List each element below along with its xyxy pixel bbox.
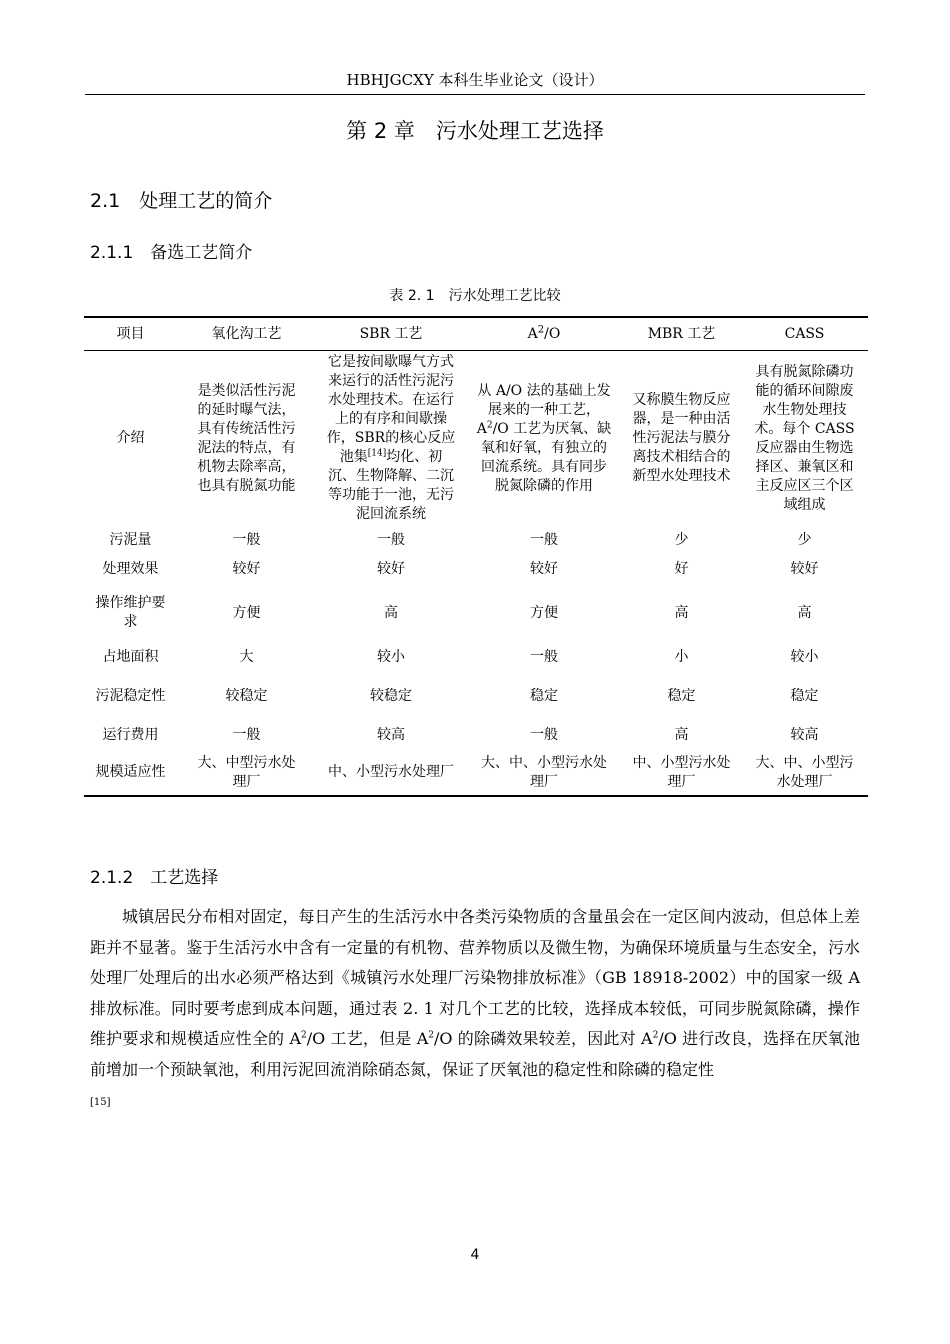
table-row [84, 720, 868, 750]
subsection-heading-2: 2.1.2 工艺选择 [90, 868, 219, 888]
cell-mbr: 稳定 [667, 687, 696, 704]
cell-a2o: 一般 [530, 532, 558, 548]
cell-a2o: 一般 [530, 726, 558, 743]
section-heading: 2.1 处理工艺的简介 [90, 190, 273, 212]
cell-sbr: 较小 [377, 648, 405, 665]
cell-oxidation-ditch: 方便 [232, 604, 261, 621]
cell-a2o: 方便 [530, 604, 558, 621]
row-label: 规模适应性 [84, 750, 177, 796]
cell-a2o: 稳定 [530, 687, 558, 704]
cell-mbr: 高 [674, 726, 689, 743]
table-row [84, 555, 868, 584]
chapter-title: 第 2 章 污水处理工艺选择 [346, 119, 604, 143]
cell-mbr: 中、小型污水处理厂 [622, 750, 741, 796]
row-label: 占地面积 [102, 648, 159, 665]
cell-sbr: 一般 [377, 532, 405, 548]
subsection-heading-1: 2.1.1 备选工艺简介 [90, 243, 253, 263]
table-row [84, 672, 868, 720]
cell-mbr: 高 [674, 604, 689, 621]
row-label: 介绍 [116, 430, 145, 446]
cell-cass: 大、中、小型污水处理厂 [741, 750, 868, 796]
table-row [84, 351, 868, 527]
page-number: 4 [470, 1247, 480, 1263]
cell-cass: 稳定 [790, 687, 819, 704]
cell-cass: 高 [797, 604, 812, 621]
row-label: 污泥量 [109, 532, 152, 548]
row-label: 处理效果 [102, 561, 159, 577]
cell-oxidation-ditch: 一般 [232, 532, 261, 548]
cell-sbr: 中、小型污水处理厂 [316, 750, 466, 796]
citation-ref: [15] [90, 1097, 111, 1108]
cell-oxidation-ditch: 一般 [232, 726, 261, 743]
cell-oxidation-ditch: 较好 [232, 561, 261, 577]
cell-cass: 较好 [790, 561, 819, 577]
cell-cass: 少 [797, 532, 812, 548]
cell-a2o: 从 A/O 法的基础上发展来的一种工艺，A$^2$/O 工艺为厌氧、缺氧和好氧，有独立的回流系统。具有同步脱氮除磷的作用 [476, 382, 612, 494]
cell-sbr: 它是按间歇曝气方式来运行的活性污泥污水处理技术。在运行上的有序和间歇操作，SBR的核心反应池集[14]均化、初沉、生物降解、二沉等功能于一池，无污泥回流系统 [326, 354, 456, 522]
row-label: 污泥稳定性 [95, 687, 166, 704]
col-header-mbr: MBR 工艺 [622, 317, 741, 351]
col-header-item: 项目 [84, 317, 177, 351]
cell-oxidation-ditch: 是类似活性污泥的延时曝气法，具有传统活性污泥法的特点，有机物去除率高，也具有脱氮功能 [197, 382, 296, 494]
cell-oxidation-ditch: 大 [239, 648, 254, 665]
table-header-row [84, 317, 868, 351]
cell-mbr: 小 [674, 648, 689, 665]
cell-a2o: 较好 [530, 561, 558, 577]
row-label: 运行费用 [102, 726, 159, 743]
col-header-oxidation-ditch: 氧化沟工艺 [177, 317, 316, 351]
cell-sbr: 高 [384, 604, 398, 621]
cell-a2o: 大、中、小型污水处理厂 [466, 750, 622, 796]
col-header-a2o: A$^2$/O [466, 317, 622, 351]
cell-sbr: 较高 [377, 726, 405, 743]
row-label: 操作维护要求 [95, 595, 166, 630]
table-row [84, 642, 868, 672]
header-divider [85, 94, 865, 95]
cell-cass: 具有脱氮除磷功能的循环间隙废水生物处理技术。每个 CASS 反应器由生物选择区、兼氧区和主反应区三个区域组成 [754, 363, 855, 513]
table-row [84, 584, 868, 642]
cell-oxidation-ditch: 大、中型污水处理厂 [177, 750, 316, 796]
cell-sbr: 较好 [377, 561, 405, 577]
table-row [84, 526, 868, 555]
cell-mbr: 少 [674, 532, 689, 548]
cell-sbr: 较稳定 [370, 687, 412, 704]
cell-cass: 较高 [790, 726, 819, 743]
cell-cass: 较小 [790, 648, 819, 665]
table-row [84, 750, 868, 796]
col-header-cass: CASS [741, 317, 868, 351]
cell-oxidation-ditch: 较稳定 [225, 687, 268, 704]
process-comparison-table [84, 316, 868, 797]
cell-a2o: 一般 [530, 648, 558, 665]
page-header: HBHJGCXY 本科生毕业论文（设计） [346, 71, 604, 89]
table-caption: 表 2. 1 污水处理工艺比较 [389, 288, 561, 304]
cell-mbr: 好 [674, 561, 689, 577]
cell-mbr: 又称膜生物反应器，是一种由活性污泥法与膜分离技术相结合的新型水处理技术 [632, 392, 731, 484]
col-header-sbr: SBR 工艺 [316, 317, 466, 351]
body-paragraph: 城镇居民分布相对固定，每日产生的生活污水中各类污染物质的含量虽会在一定区间内波动，但总体上差距并不显著。鉴于生活污水中含有一定量的有机物、营养物质以及微生物，为确保环境质量与生态安全，污水处理厂处理后的出水必须严格达到《城镇污水处理厂污染物排放标准》（GB 18918-2002）中的国家一级 A 排放标准。同时要考虑到成本问题，通过表 2. 1 对几个工艺的比较，选择成本较低，可同步脱氮除磷，操作维护要求和规模适应性全的 A$^2$/O 工艺，但是 A$^2$/O 的除磷效果较差，因此对 A$^2$/O 进行改良，选择在厌氧池前增加一个预缺氧池，利用污泥回流消除硝态氮，保证了厌氧池的稳定性和除磷的稳定性 [15] [90, 907, 860, 1108]
